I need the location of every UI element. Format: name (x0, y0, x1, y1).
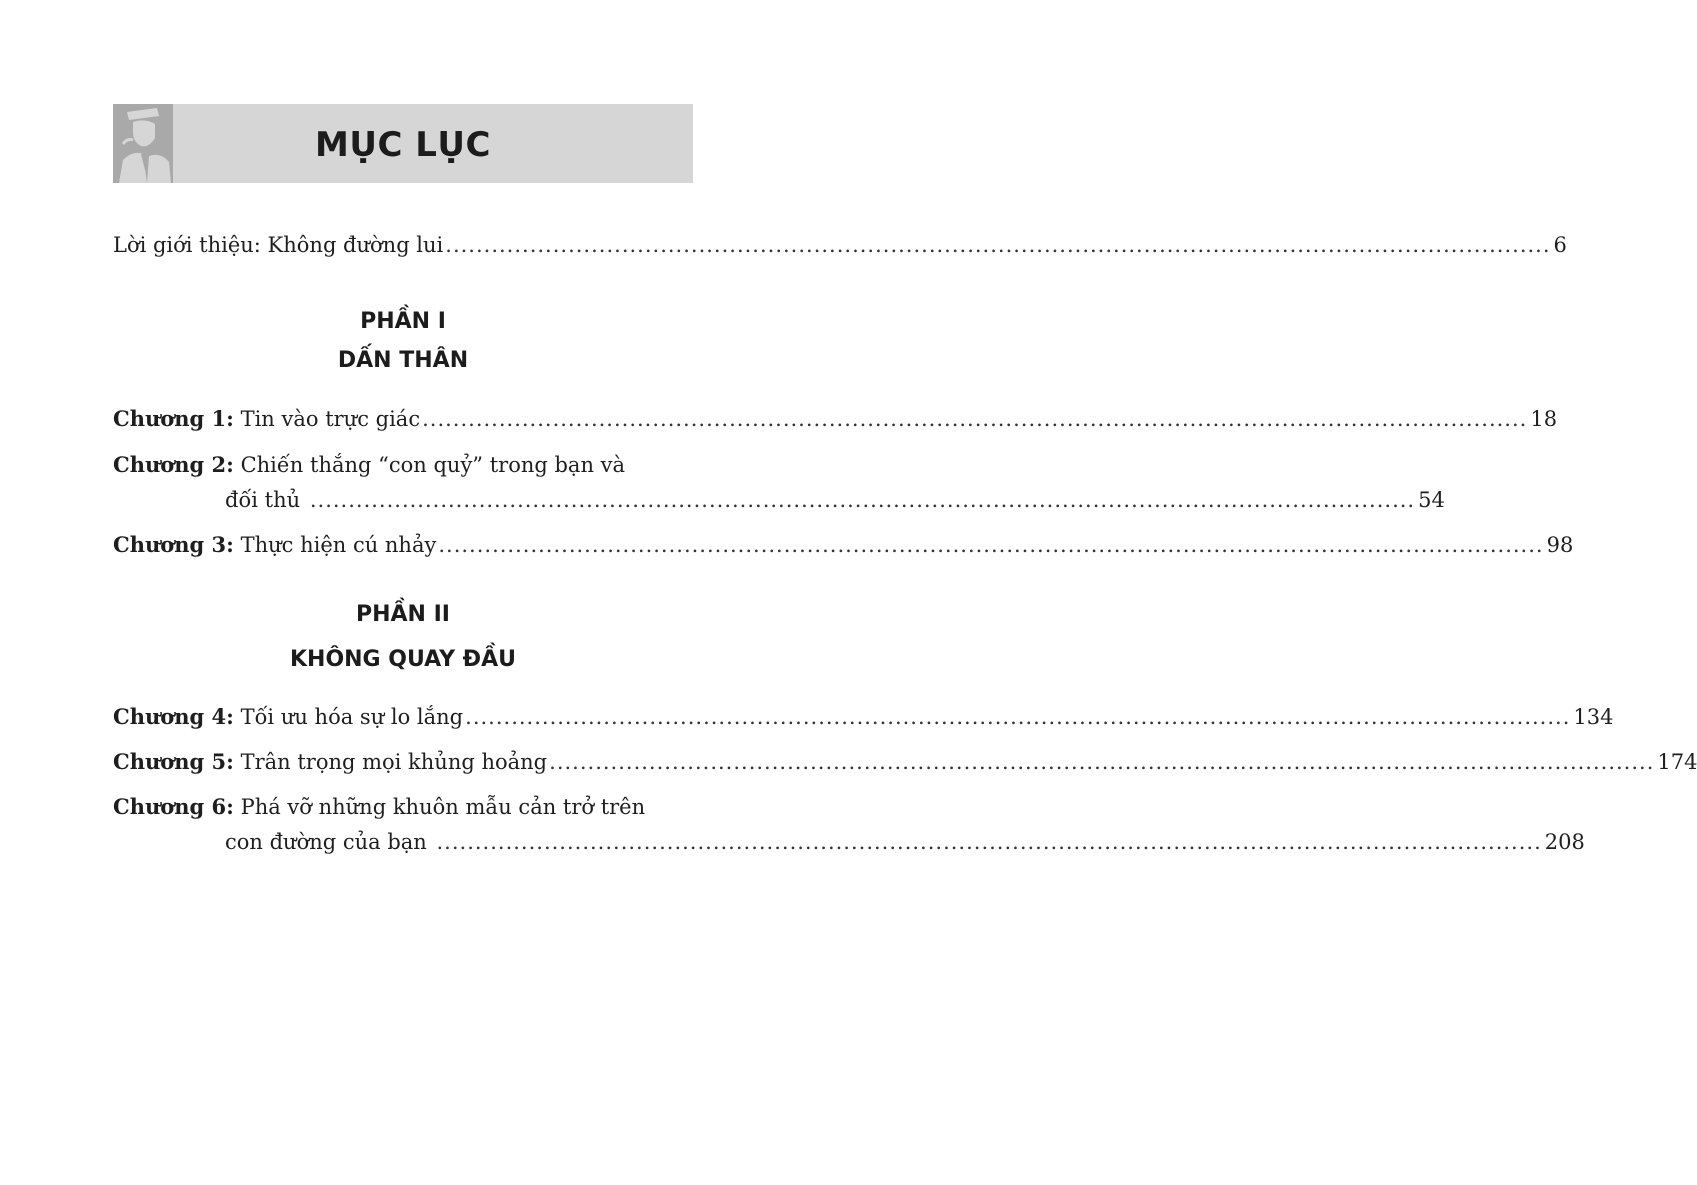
page-number: 98 (1546, 533, 1574, 557)
chapter-title: Tối ưu hóa sự lo lắng (240, 705, 464, 729)
page-number: 18 (1530, 407, 1558, 431)
chapter-label: Chương 4: (113, 704, 234, 729)
dot-leader: ................................................................................................................................................ (465, 705, 1571, 729)
page-title: MỤC LỤC (315, 125, 491, 165)
page-number: 174 (1657, 750, 1697, 774)
chapter-label: Chương 5: (113, 749, 234, 774)
chapter-title: Tin vào trực giác (240, 407, 421, 431)
toc-entry-intro[interactable] (113, 230, 1567, 260)
toc-entry-chapter-3[interactable] (113, 530, 1574, 560)
part-number: PHẦN I (360, 309, 446, 334)
toc-entry-chapter-1[interactable] (113, 404, 1558, 434)
toc-entry-chapter-4[interactable] (113, 702, 1614, 732)
chapter-title: Phá vỡ những khuôn mẫu cản trở trên (240, 795, 646, 819)
chapter-label: Chương 3: (113, 532, 234, 557)
chapter-label: Chương 1: (113, 406, 234, 431)
toc-entry-chapter-6[interactable] (113, 792, 1585, 857)
dot-leader: ................................................................................................................................................ (428, 830, 1542, 854)
dot-leader: ................................................................................................................................................ (445, 233, 1551, 257)
chapter-label: Chương 2: (113, 452, 234, 477)
part-name: KHÔNG QUAY ĐẦU (289, 647, 516, 672)
page-number: 6 (1553, 233, 1567, 257)
entry-title: Lời giới thiệu: Không đường lui (113, 233, 444, 257)
chapter-title: Thực hiện cú nhảy (240, 533, 437, 557)
part-name: DẤN THÂN (337, 348, 469, 373)
toc-entry-chapter-5[interactable] (113, 747, 1697, 777)
chapter-label: Chương 6: (113, 794, 234, 819)
page-number: 208 (1544, 830, 1585, 854)
chapter-title: Trân trọng mọi khủng hoảng (240, 750, 548, 774)
chapter-title: Chiến thắng “con quỷ” trong bạn và (240, 453, 626, 477)
dot-leader: ................................................................................................................................................ (302, 488, 1416, 512)
toc-entry-chapter-2[interactable] (113, 450, 1445, 515)
part-number: PHẦN II (355, 602, 450, 627)
chapter-title-continued: đối thủ (225, 488, 301, 512)
page-number: 134 (1573, 705, 1614, 729)
dot-leader: ................................................................................................................................................ (438, 533, 1544, 557)
chapter-title-continued: con đường của bạn (225, 830, 427, 854)
page-number: 54 (1418, 488, 1445, 512)
dot-leader: ................................................................................................................................................ (422, 407, 1528, 431)
dot-leader: ................................................................................................................................................ (549, 750, 1655, 774)
